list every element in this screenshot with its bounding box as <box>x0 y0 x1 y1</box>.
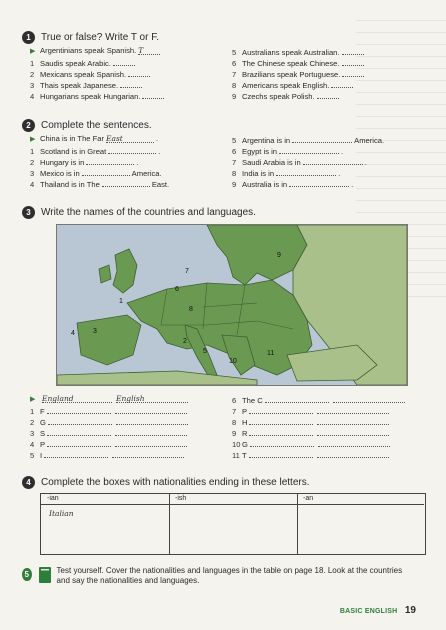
ex2-item <box>232 145 343 156</box>
ex2-answer-blank[interactable] <box>303 156 363 165</box>
ex1-item-text: Australians speak Australian. <box>242 48 340 57</box>
page-number: 19 <box>404 605 416 616</box>
ex1-answer-blank[interactable] <box>342 46 364 55</box>
ex3-language-blank[interactable] <box>116 416 188 425</box>
ex1-answer-blank[interactable]: T <box>138 46 160 55</box>
ex1-answer-blank[interactable] <box>113 57 135 66</box>
ex2-answer-blank[interactable] <box>82 167 130 176</box>
ex2-item <box>232 178 353 189</box>
ex1-instruction: True or false? Write T or F. <box>41 32 160 43</box>
ex1-item <box>30 68 152 79</box>
ex2-item-suffix: . <box>351 180 354 189</box>
ex3-item-number-2: 2 <box>30 418 35 427</box>
ex2-answer-blank[interactable] <box>292 134 352 143</box>
ex2-item-prefix: Hungary is in <box>40 158 85 167</box>
ex1-item-text: Hungarians speak Hungarian. <box>40 92 141 101</box>
ex3-item <box>232 449 391 460</box>
ex1-answer-blank[interactable] <box>342 68 364 77</box>
ex3-language-blank[interactable] <box>115 405 187 414</box>
scandinavia-landmass <box>207 225 307 285</box>
europe-map <box>56 224 408 386</box>
ex2-item-prefix: Scotland is in Great <box>40 147 107 156</box>
iberia-landmass <box>77 315 141 365</box>
ex3-language-blank[interactable] <box>112 449 184 458</box>
nationality-endings-table <box>40 493 426 555</box>
ex3-country-blank[interactable] <box>249 405 313 414</box>
ex1-item-text: Czechs speak Polish. <box>242 92 315 101</box>
british-isles-landmass <box>113 249 137 293</box>
book-icon <box>38 566 52 584</box>
ex3-language-blank[interactable] <box>317 427 389 436</box>
map-label-5: 5 <box>203 348 207 355</box>
ex2-answer-blank[interactable] <box>108 145 156 154</box>
ex2-item <box>30 167 162 178</box>
ex1-number: 1 <box>22 31 35 44</box>
ex2-item-number-4: 4 <box>30 180 35 189</box>
ex3-item-number-1: 1 <box>30 407 35 416</box>
ex2-item-prefix: Mexico is in <box>40 169 80 178</box>
ex2-item-suffix: . <box>341 147 344 156</box>
ex3-country-blank[interactable] <box>48 416 112 425</box>
ex3-item <box>30 438 189 449</box>
ex2-item-number-1: 6 <box>232 147 237 156</box>
ex4-instruction: Complete the boxes with nationalities ending in these letters. <box>41 477 310 488</box>
ex2-item-number-3: 3 <box>30 169 35 178</box>
ex3-item <box>30 416 190 427</box>
ex3-number: 3 <box>22 206 35 219</box>
map-label-1: 1 <box>119 298 123 305</box>
ex5-text: Test yourself. Cover the nationalities and languages in the table on page 18. Look at the countries and say the nationalities and languages. <box>56 566 403 585</box>
ex2-item <box>232 167 340 178</box>
ex1-item-number-0: 5 <box>232 48 237 57</box>
ex2-item-number-1: 1 <box>30 147 35 156</box>
ian-first-entry[interactable]: Italian <box>49 509 74 518</box>
ex3-country-start: G <box>242 440 248 449</box>
ex3-language-blank[interactable] <box>333 394 405 403</box>
ex1-answer-blank[interactable] <box>128 68 150 77</box>
ex2-item-suffix: . <box>338 169 341 178</box>
ian-column <box>41 494 170 554</box>
ex3-country-blank[interactable] <box>47 427 111 436</box>
ian-column-header: -ian <box>41 494 169 505</box>
ex1-item <box>232 46 366 57</box>
ex3-item-number-2: 8 <box>232 418 237 427</box>
ex3-country-blank[interactable] <box>250 438 314 447</box>
ex3-item-number-5: 11 <box>232 451 240 460</box>
ex3-country-start: The C <box>242 396 263 405</box>
ex3-country-start: H <box>242 418 248 427</box>
ex3-language-blank[interactable] <box>115 427 187 436</box>
europe-map-drawing <box>57 225 407 385</box>
ex1-item-text: Mexicans speak Spanish. <box>40 70 127 79</box>
ex2-answer-blank[interactable] <box>279 145 339 154</box>
ex1-item <box>232 57 366 68</box>
footer-label: BASIC ENGLISH <box>339 608 398 615</box>
ex1-answer-blank[interactable] <box>317 90 339 99</box>
ex1-item-number-2: 7 <box>232 70 237 79</box>
ex1-answer-blank[interactable] <box>120 79 142 88</box>
ex1-item <box>232 79 355 90</box>
ex1-item <box>232 90 341 101</box>
ex2-item-suffix: America. <box>131 169 162 178</box>
north-africa-landmass <box>57 371 257 385</box>
ex2-answer-blank[interactable]: East <box>106 134 154 143</box>
ex2-item <box>30 178 169 189</box>
ex3-language-blank[interactable] <box>317 449 389 458</box>
ex3-country-start: F <box>40 407 45 416</box>
ex2-item-prefix: Argentina is in <box>242 136 291 145</box>
ex2-item-number-3: 8 <box>232 169 237 178</box>
an-column-header: -an <box>297 494 424 505</box>
ex2-item-suffix: . <box>136 158 139 167</box>
ex2-item-prefix: Australia is in <box>242 180 288 189</box>
ex2-item <box>30 145 160 156</box>
example-arrow-icon: ▶ <box>30 48 36 55</box>
ex3-item <box>232 416 391 427</box>
ex2-item-number-4: 9 <box>232 180 237 189</box>
ex3-country-blank[interactable] <box>47 405 111 414</box>
ex3-country-blank[interactable] <box>249 416 313 425</box>
ex3-item-number-0: 6 <box>232 396 237 405</box>
ex1-item-text: The Chinese speak Chinese. <box>242 59 340 68</box>
ex2-item-prefix: China is in The Far <box>40 134 105 143</box>
ex2-item-number-2: 2 <box>30 158 35 167</box>
ex3-language-blank[interactable] <box>317 405 389 414</box>
ex1-answer-blank[interactable] <box>331 79 353 88</box>
map-label-2: 2 <box>183 338 187 345</box>
ex3-country-start: T <box>242 451 247 460</box>
ex1-item-number-1: 1 <box>30 59 35 68</box>
map-label-7: 7 <box>185 268 189 275</box>
ex3-item <box>232 438 392 449</box>
ex1-item <box>30 57 137 68</box>
map-label-3: 3 <box>93 328 97 335</box>
ex3-item-number-1: 7 <box>232 407 237 416</box>
ex2-item-prefix: Egypt is in <box>242 147 278 156</box>
ex2-answer-blank[interactable] <box>86 156 134 165</box>
map-label-4: 4 <box>71 330 75 337</box>
ex3-item-number-4: 10 <box>232 440 241 449</box>
ex1-answer-blank[interactable] <box>342 57 364 66</box>
ex3-country-blank[interactable] <box>47 438 111 447</box>
ex2-item-suffix: . <box>158 147 161 156</box>
ex1-answer-blank[interactable] <box>142 90 164 99</box>
ex3-country-start: R <box>242 429 248 438</box>
map-label-9: 9 <box>277 252 281 259</box>
ex2-item-suffix: America. <box>354 136 385 145</box>
ex1-item <box>232 68 366 79</box>
ex1-item-number-2: 2 <box>30 70 35 79</box>
ex3-country-blank[interactable] <box>249 427 313 436</box>
ex3-country-start: S <box>40 429 46 438</box>
ish-column <box>169 494 298 554</box>
ex3-country-start: I <box>40 451 43 460</box>
ex3-instruction: Write the names of the countries and languages. <box>41 207 256 218</box>
ex2-answer-blank[interactable] <box>276 167 336 176</box>
ex2-item-suffix: . <box>364 158 367 167</box>
ex3-language-blank[interactable]: English <box>116 394 188 403</box>
ex3-item-number-3: 9 <box>232 429 237 438</box>
mainland-europe-landmass <box>127 280 312 375</box>
ex1-item-text: Saudis speak Arabic. <box>40 59 111 68</box>
ex3-item-number-4: 4 <box>30 440 35 449</box>
ex3-item <box>232 405 391 416</box>
ex2-instruction: Complete the sentences. <box>41 120 152 131</box>
ex1-item <box>30 46 162 55</box>
ex3-item <box>30 449 186 460</box>
ex2-item <box>232 134 384 145</box>
ex2-item <box>30 134 158 143</box>
ex3-item-number-3: 3 <box>30 429 35 438</box>
map-label-6: 6 <box>175 286 179 293</box>
ex2-number: 2 <box>22 119 35 132</box>
ex3-item <box>232 427 391 438</box>
ish-column-header: -ish <box>169 494 297 505</box>
ex4-heading <box>22 476 310 489</box>
ex3-country-blank[interactable]: England <box>42 394 112 403</box>
map-label-8: 8 <box>189 306 193 313</box>
map-label-11: 11 <box>267 350 275 357</box>
ex2-item-prefix: Thailand is in The <box>40 180 100 189</box>
ex3-country-start: P <box>242 407 248 416</box>
ex2-item-prefix: Saudi Arabia is in <box>242 158 301 167</box>
ex3-item <box>232 394 407 405</box>
ex1-item <box>30 79 144 90</box>
ex2-item-number-2: 7 <box>232 158 237 167</box>
ex1-item-text: Brazilians speak Portuguese. <box>242 70 341 79</box>
ex3-country-start: G <box>40 418 46 427</box>
example-arrow-icon: ▶ <box>30 396 36 403</box>
ex5-number: 5 <box>22 568 32 581</box>
ex2-item <box>30 156 138 167</box>
ex4-number: 4 <box>22 476 35 489</box>
ex1-item-number-3: 8 <box>232 81 237 90</box>
ex1-item-number-3: 3 <box>30 81 35 90</box>
ex3-item <box>30 405 189 416</box>
ex3-country-blank[interactable] <box>265 394 329 403</box>
ex3-item <box>30 427 189 438</box>
ex1-item-number-4: 4 <box>30 92 35 101</box>
ireland-landmass <box>99 265 111 283</box>
ex5-block <box>22 566 417 586</box>
ex1-item-text: Americans speak English. <box>242 81 330 90</box>
ex3-item-number-5: 5 <box>30 451 35 460</box>
ex2-answer-blank[interactable] <box>102 178 150 187</box>
ex3-heading <box>22 206 256 219</box>
ex1-item <box>30 90 166 101</box>
ex2-item-number-0: 5 <box>232 136 237 145</box>
ex2-heading <box>22 119 152 132</box>
ex3-language-blank[interactable] <box>318 438 390 447</box>
an-column <box>297 494 424 554</box>
ex1-item-text: Thais speak Japanese. <box>40 81 119 90</box>
ex3-country-blank[interactable] <box>249 449 313 458</box>
ex2-item-suffix: . <box>156 134 159 143</box>
ex2-answer-blank[interactable] <box>289 178 349 187</box>
ex3-language-blank[interactable] <box>317 416 389 425</box>
ex1-item-text: Argentinians speak Spanish. <box>40 46 137 55</box>
map-label-10: 10 <box>229 358 237 365</box>
ex1-item-number-4: 9 <box>232 92 237 101</box>
ex3-item <box>30 394 190 403</box>
ex1-heading <box>22 31 159 44</box>
ex1-item-number-1: 6 <box>232 59 237 68</box>
ex2-item-suffix: East. <box>151 180 170 189</box>
example-arrow-icon: ▶ <box>30 136 36 143</box>
ex3-country-start: P <box>40 440 46 449</box>
ex3-language-blank[interactable] <box>115 438 187 447</box>
ex2-item <box>232 156 367 167</box>
ex3-country-blank[interactable] <box>44 449 108 458</box>
ex2-item-prefix: India is in <box>242 169 275 178</box>
page-footer <box>340 605 416 616</box>
